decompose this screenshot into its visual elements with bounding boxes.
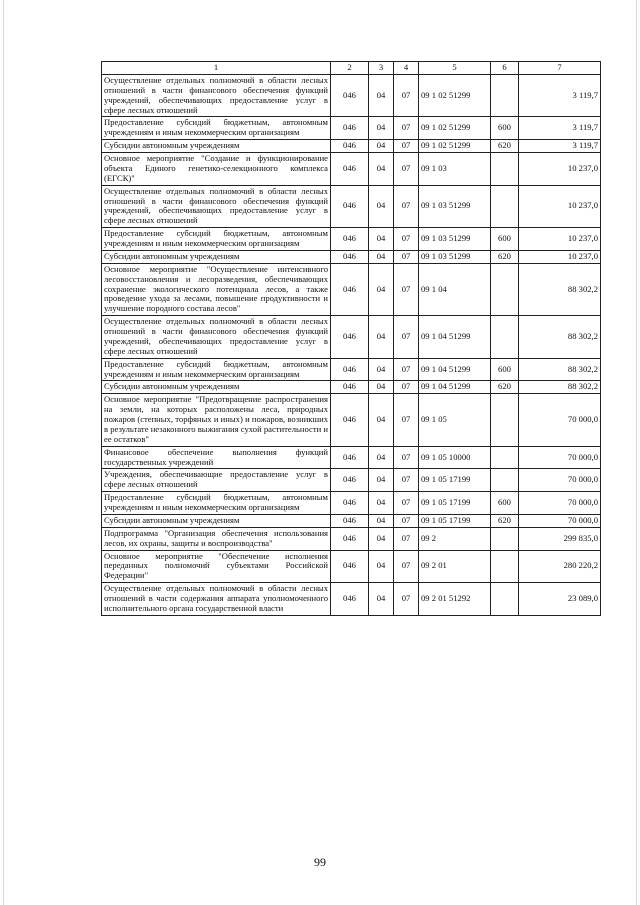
section-cell: 04 bbox=[369, 514, 394, 527]
table-row bbox=[102, 446, 601, 469]
table-row bbox=[102, 250, 601, 263]
expense-type-cell bbox=[491, 394, 519, 446]
admin-code-cell: 046 bbox=[331, 550, 369, 583]
section-cell: 04 bbox=[369, 358, 394, 381]
admin-code-cell: 046 bbox=[331, 140, 369, 153]
subsection-cell: 07 bbox=[394, 117, 419, 140]
target-article-cell: 09 2 bbox=[419, 527, 491, 550]
admin-code-cell: 046 bbox=[331, 228, 369, 251]
amount-cell: 3 119,7 bbox=[519, 140, 601, 153]
row-name-cell: Осуществление отдельных полномочий в области лесных отношений в части финансового обеспечения функций учреждений, обеспечивающих предоставление услуг в сфере лесных отношений bbox=[102, 74, 331, 117]
section-cell: 04 bbox=[369, 446, 394, 469]
table-row bbox=[102, 469, 601, 492]
table-row bbox=[102, 381, 601, 394]
target-article-cell: 09 1 04 51299 bbox=[419, 381, 491, 394]
section-cell: 04 bbox=[369, 228, 394, 251]
subsection-cell: 07 bbox=[394, 358, 419, 381]
admin-code-cell: 046 bbox=[331, 153, 369, 186]
section-cell: 04 bbox=[369, 185, 394, 228]
amount-cell: 70 000,0 bbox=[519, 446, 601, 469]
row-name-cell: Основное мероприятие "Создание и функционирование объекта Единого генетико-селекционного комплекса (ЕГСК)" bbox=[102, 153, 331, 186]
row-name-cell: Предоставление субсидий бюджетным, автономным учреждениям и иным некоммерческим организациям bbox=[102, 492, 331, 515]
admin-code-cell: 046 bbox=[331, 469, 369, 492]
subsection-cell: 07 bbox=[394, 263, 419, 315]
table-row bbox=[102, 583, 601, 616]
target-article-cell: 09 1 02 51299 bbox=[419, 74, 491, 117]
expense-type-cell bbox=[491, 469, 519, 492]
section-cell: 04 bbox=[369, 140, 394, 153]
amount-cell: 70 000,0 bbox=[519, 514, 601, 527]
section-cell: 04 bbox=[369, 117, 394, 140]
row-name-cell: Учреждения, обеспечивающие предоставление услуг в сфере лесных отношений bbox=[102, 469, 331, 492]
row-name-cell: Субсидии автономным учреждениям bbox=[102, 381, 331, 394]
target-article-cell: 09 1 02 51299 bbox=[419, 117, 491, 140]
expense-type-cell: 620 bbox=[491, 381, 519, 394]
target-article-cell: 09 1 03 51299 bbox=[419, 228, 491, 251]
admin-code-cell: 046 bbox=[331, 446, 369, 469]
section-cell: 04 bbox=[369, 550, 394, 583]
section-cell: 04 bbox=[369, 527, 394, 550]
expense-type-cell: 620 bbox=[491, 514, 519, 527]
target-article-cell: 09 1 05 bbox=[419, 394, 491, 446]
table-row bbox=[102, 185, 601, 228]
target-article-cell: 09 2 01 51292 bbox=[419, 583, 491, 616]
target-article-cell: 09 1 02 51299 bbox=[419, 140, 491, 153]
row-name-cell: Субсидии автономным учреждениям bbox=[102, 514, 331, 527]
table-row bbox=[102, 263, 601, 315]
expense-type-cell: 600 bbox=[491, 117, 519, 140]
scan-edge-left bbox=[3, 0, 4, 905]
amount-cell: 88 302,2 bbox=[519, 358, 601, 381]
target-article-cell: 09 1 05 10000 bbox=[419, 446, 491, 469]
amount-cell: 88 302,2 bbox=[519, 316, 601, 359]
table-row bbox=[102, 140, 601, 153]
header-cell: 3 bbox=[369, 62, 394, 75]
subsection-cell: 07 bbox=[394, 228, 419, 251]
section-cell: 04 bbox=[369, 469, 394, 492]
admin-code-cell: 046 bbox=[331, 381, 369, 394]
amount-cell: 10 237,0 bbox=[519, 228, 601, 251]
expense-type-cell bbox=[491, 583, 519, 616]
subsection-cell: 07 bbox=[394, 153, 419, 186]
header-cell: 4 bbox=[394, 62, 419, 75]
amount-cell: 10 237,0 bbox=[519, 185, 601, 228]
subsection-cell: 07 bbox=[394, 394, 419, 446]
expense-type-cell: 620 bbox=[491, 250, 519, 263]
amount-cell: 10 237,0 bbox=[519, 153, 601, 186]
subsection-cell: 07 bbox=[394, 316, 419, 359]
row-name-cell: Подпрограмма "Организация обеспечения использования лесов, их охраны, защиты и воспроизводства" bbox=[102, 527, 331, 550]
expense-type-cell bbox=[491, 74, 519, 117]
expense-type-cell bbox=[491, 316, 519, 359]
amount-cell: 299 835,0 bbox=[519, 527, 601, 550]
table-row bbox=[102, 228, 601, 251]
expense-type-cell bbox=[491, 527, 519, 550]
row-name-cell: Финансовое обеспечение выполнения функций государственных учреждений bbox=[102, 446, 331, 469]
row-name-cell: Предоставление субсидий бюджетным, автономным учреждениям и иным некоммерческим организациям bbox=[102, 117, 331, 140]
admin-code-cell: 046 bbox=[331, 394, 369, 446]
table-row bbox=[102, 153, 601, 186]
admin-code-cell: 046 bbox=[331, 514, 369, 527]
target-article-cell: 09 1 03 51299 bbox=[419, 250, 491, 263]
row-name-cell: Основное мероприятие "Предотвращение распространения на земли, на которых расположены леса, природных пожаров (степных, торфяных и иных) и пожаров, возникших в результате незаконного выжигания сухой растительности и ее остатков" bbox=[102, 394, 331, 446]
table-row bbox=[102, 316, 601, 359]
subsection-cell: 07 bbox=[394, 250, 419, 263]
admin-code-cell: 046 bbox=[331, 358, 369, 381]
section-cell: 04 bbox=[369, 74, 394, 117]
admin-code-cell: 046 bbox=[331, 316, 369, 359]
target-article-cell: 09 1 05 17199 bbox=[419, 492, 491, 515]
admin-code-cell: 046 bbox=[331, 74, 369, 117]
row-name-cell: Предоставление субсидий бюджетным, автономным учреждениям и иным некоммерческим организациям bbox=[102, 228, 331, 251]
subsection-cell: 07 bbox=[394, 492, 419, 515]
amount-cell: 88 302,2 bbox=[519, 263, 601, 315]
page-number: 99 bbox=[314, 855, 326, 869]
admin-code-cell: 046 bbox=[331, 492, 369, 515]
expense-type-cell bbox=[491, 263, 519, 315]
expense-type-cell bbox=[491, 550, 519, 583]
table-row bbox=[102, 74, 601, 117]
amount-cell: 88 302,2 bbox=[519, 381, 601, 394]
expense-type-cell bbox=[491, 446, 519, 469]
admin-code-cell: 046 bbox=[331, 263, 369, 315]
section-cell: 04 bbox=[369, 263, 394, 315]
row-name-cell: Основное мероприятие "Осуществление интенсивного лесовосстановления и лесоразведения, обеспечивающих сохранение экологического потенциала лесов, а также проведение ухода за лесами, повышение продуктивности и улучшение породного состава лесов" bbox=[102, 263, 331, 315]
subsection-cell: 07 bbox=[394, 74, 419, 117]
section-cell: 04 bbox=[369, 394, 394, 446]
header-cell: 7 bbox=[519, 62, 601, 75]
admin-code-cell: 046 bbox=[331, 117, 369, 140]
expense-type-cell bbox=[491, 185, 519, 228]
section-cell: 04 bbox=[369, 316, 394, 359]
row-name-cell: Предоставление субсидий бюджетным, автономным учреждениям и иным некоммерческим организациям bbox=[102, 358, 331, 381]
row-name-cell: Осуществление отдельных полномочий в области лесных отношений в части финансового обеспечения функций учреждений, обеспечивающих предоставление услуг в сфере лесных отношений bbox=[102, 316, 331, 359]
table-row bbox=[102, 358, 601, 381]
expense-type-cell: 620 bbox=[491, 140, 519, 153]
header-cell: 5 bbox=[419, 62, 491, 75]
subsection-cell: 07 bbox=[394, 140, 419, 153]
section-cell: 04 bbox=[369, 250, 394, 263]
amount-cell: 3 119,7 bbox=[519, 74, 601, 117]
target-article-cell: 09 1 05 17199 bbox=[419, 469, 491, 492]
target-article-cell: 09 1 05 17199 bbox=[419, 514, 491, 527]
target-article-cell: 09 1 04 51299 bbox=[419, 316, 491, 359]
budget-table bbox=[101, 61, 601, 616]
row-name-cell: Основное мероприятие "Обеспечение исполнения переданных полномочий субъектами Российской Федерации" bbox=[102, 550, 331, 583]
table-row bbox=[102, 394, 601, 446]
amount-cell: 70 000,0 bbox=[519, 469, 601, 492]
table-row bbox=[102, 550, 601, 583]
section-cell: 04 bbox=[369, 583, 394, 616]
subsection-cell: 07 bbox=[394, 527, 419, 550]
row-name-cell: Субсидии автономным учреждениям bbox=[102, 250, 331, 263]
expense-type-cell: 600 bbox=[491, 358, 519, 381]
section-cell: 04 bbox=[369, 381, 394, 394]
subsection-cell: 07 bbox=[394, 583, 419, 616]
amount-cell: 70 000,0 bbox=[519, 492, 601, 515]
table-header-row bbox=[102, 62, 601, 75]
admin-code-cell: 046 bbox=[331, 185, 369, 228]
amount-cell: 70 000,0 bbox=[519, 394, 601, 446]
row-name-cell: Субсидии автономным учреждениям bbox=[102, 140, 331, 153]
expense-type-cell: 600 bbox=[491, 492, 519, 515]
subsection-cell: 07 bbox=[394, 446, 419, 469]
amount-cell: 3 119,7 bbox=[519, 117, 601, 140]
amount-cell: 280 220,2 bbox=[519, 550, 601, 583]
target-article-cell: 09 2 01 bbox=[419, 550, 491, 583]
row-name-cell: Осуществление отдельных полномочий в области лесных отношений в части финансового обеспечения функций учреждений, обеспечивающих предоставление услуг в сфере лесных отношений bbox=[102, 185, 331, 228]
subsection-cell: 07 bbox=[394, 514, 419, 527]
target-article-cell: 09 1 03 51299 bbox=[419, 185, 491, 228]
row-name-cell: Осуществление отдельных полномочий в области лесных отношений в части содержания аппарата уполномоченного исполнительного органа государственной власти bbox=[102, 583, 331, 616]
table-row bbox=[102, 514, 601, 527]
amount-cell: 23 089,0 bbox=[519, 583, 601, 616]
target-article-cell: 09 1 03 bbox=[419, 153, 491, 186]
amount-cell: 10 237,0 bbox=[519, 250, 601, 263]
subsection-cell: 07 bbox=[394, 381, 419, 394]
target-article-cell: 09 1 04 bbox=[419, 263, 491, 315]
header-cell: 6 bbox=[491, 62, 519, 75]
subsection-cell: 07 bbox=[394, 469, 419, 492]
subsection-cell: 07 bbox=[394, 185, 419, 228]
header-cell: 2 bbox=[331, 62, 369, 75]
section-cell: 04 bbox=[369, 153, 394, 186]
header-cell: 1 bbox=[102, 62, 331, 75]
expense-type-cell: 600 bbox=[491, 228, 519, 251]
table-row bbox=[102, 492, 601, 515]
admin-code-cell: 046 bbox=[331, 527, 369, 550]
table-row bbox=[102, 527, 601, 550]
target-article-cell: 09 1 04 51299 bbox=[419, 358, 491, 381]
expense-type-cell bbox=[491, 153, 519, 186]
admin-code-cell: 046 bbox=[331, 250, 369, 263]
table-row bbox=[102, 117, 601, 140]
subsection-cell: 07 bbox=[394, 550, 419, 583]
admin-code-cell: 046 bbox=[331, 583, 369, 616]
scan-edge-right bbox=[636, 0, 637, 905]
section-cell: 04 bbox=[369, 492, 394, 515]
